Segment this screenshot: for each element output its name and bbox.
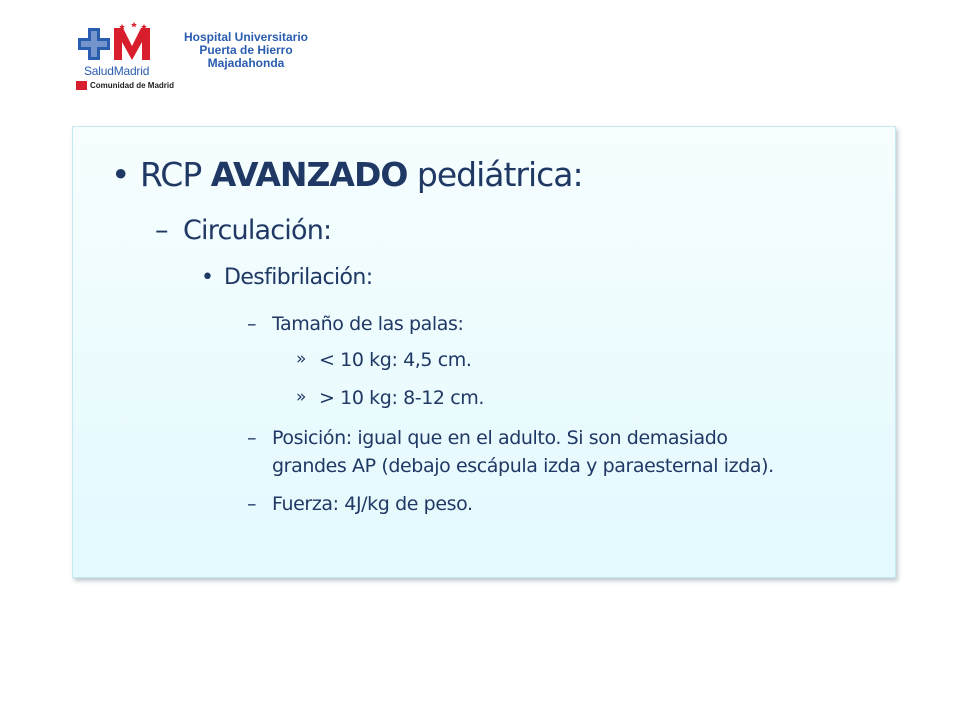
subheading-text: Circulación: bbox=[183, 215, 332, 246]
brand-name: SaludMadrid bbox=[84, 64, 150, 78]
item-text-line-2: grandes AP (debajo escápula izda y paraesternal izda). bbox=[272, 455, 774, 477]
item-text: < 10 kg: 4,5 cm. bbox=[319, 349, 472, 371]
dash-marker: – bbox=[247, 427, 257, 449]
dash-marker: – bbox=[155, 215, 169, 246]
title-prefix: RCP bbox=[140, 155, 211, 194]
region-flag-icon bbox=[76, 81, 87, 90]
raquo-marker: » bbox=[296, 349, 307, 369]
title-bold: AVANZADO bbox=[210, 155, 408, 194]
hospital-name-line-1: Hospital Universitario bbox=[183, 30, 309, 44]
title-text bbox=[140, 155, 583, 194]
hospital-name bbox=[166, 31, 326, 70]
item-text: Tamaño de las palas: bbox=[272, 313, 464, 335]
bullet-marker: • bbox=[111, 155, 131, 194]
title-suffix: pediátrica: bbox=[407, 155, 583, 194]
content-panel bbox=[72, 126, 896, 578]
item-text: > 10 kg: 8-12 cm. bbox=[319, 387, 485, 409]
item-text-line-1: Posición: igual que en el adulto. Si son demasiado bbox=[272, 427, 728, 449]
subheading-text: Desfibrilación: bbox=[224, 265, 373, 290]
dash-marker: – bbox=[247, 493, 257, 515]
saludmadrid-emblem-icon bbox=[74, 22, 166, 66]
region-name: Comunidad de Madrid bbox=[90, 81, 174, 90]
hospital-name-line-2: Puerta de Hierro bbox=[199, 43, 293, 57]
dash-marker: – bbox=[247, 313, 257, 335]
bullet-marker: • bbox=[201, 265, 214, 290]
hospital-logo bbox=[74, 22, 324, 96]
item-text: Fuerza: 4J/kg de peso. bbox=[272, 493, 473, 515]
raquo-marker: » bbox=[296, 387, 307, 407]
hospital-name-line-3: Majadahonda bbox=[207, 56, 285, 70]
